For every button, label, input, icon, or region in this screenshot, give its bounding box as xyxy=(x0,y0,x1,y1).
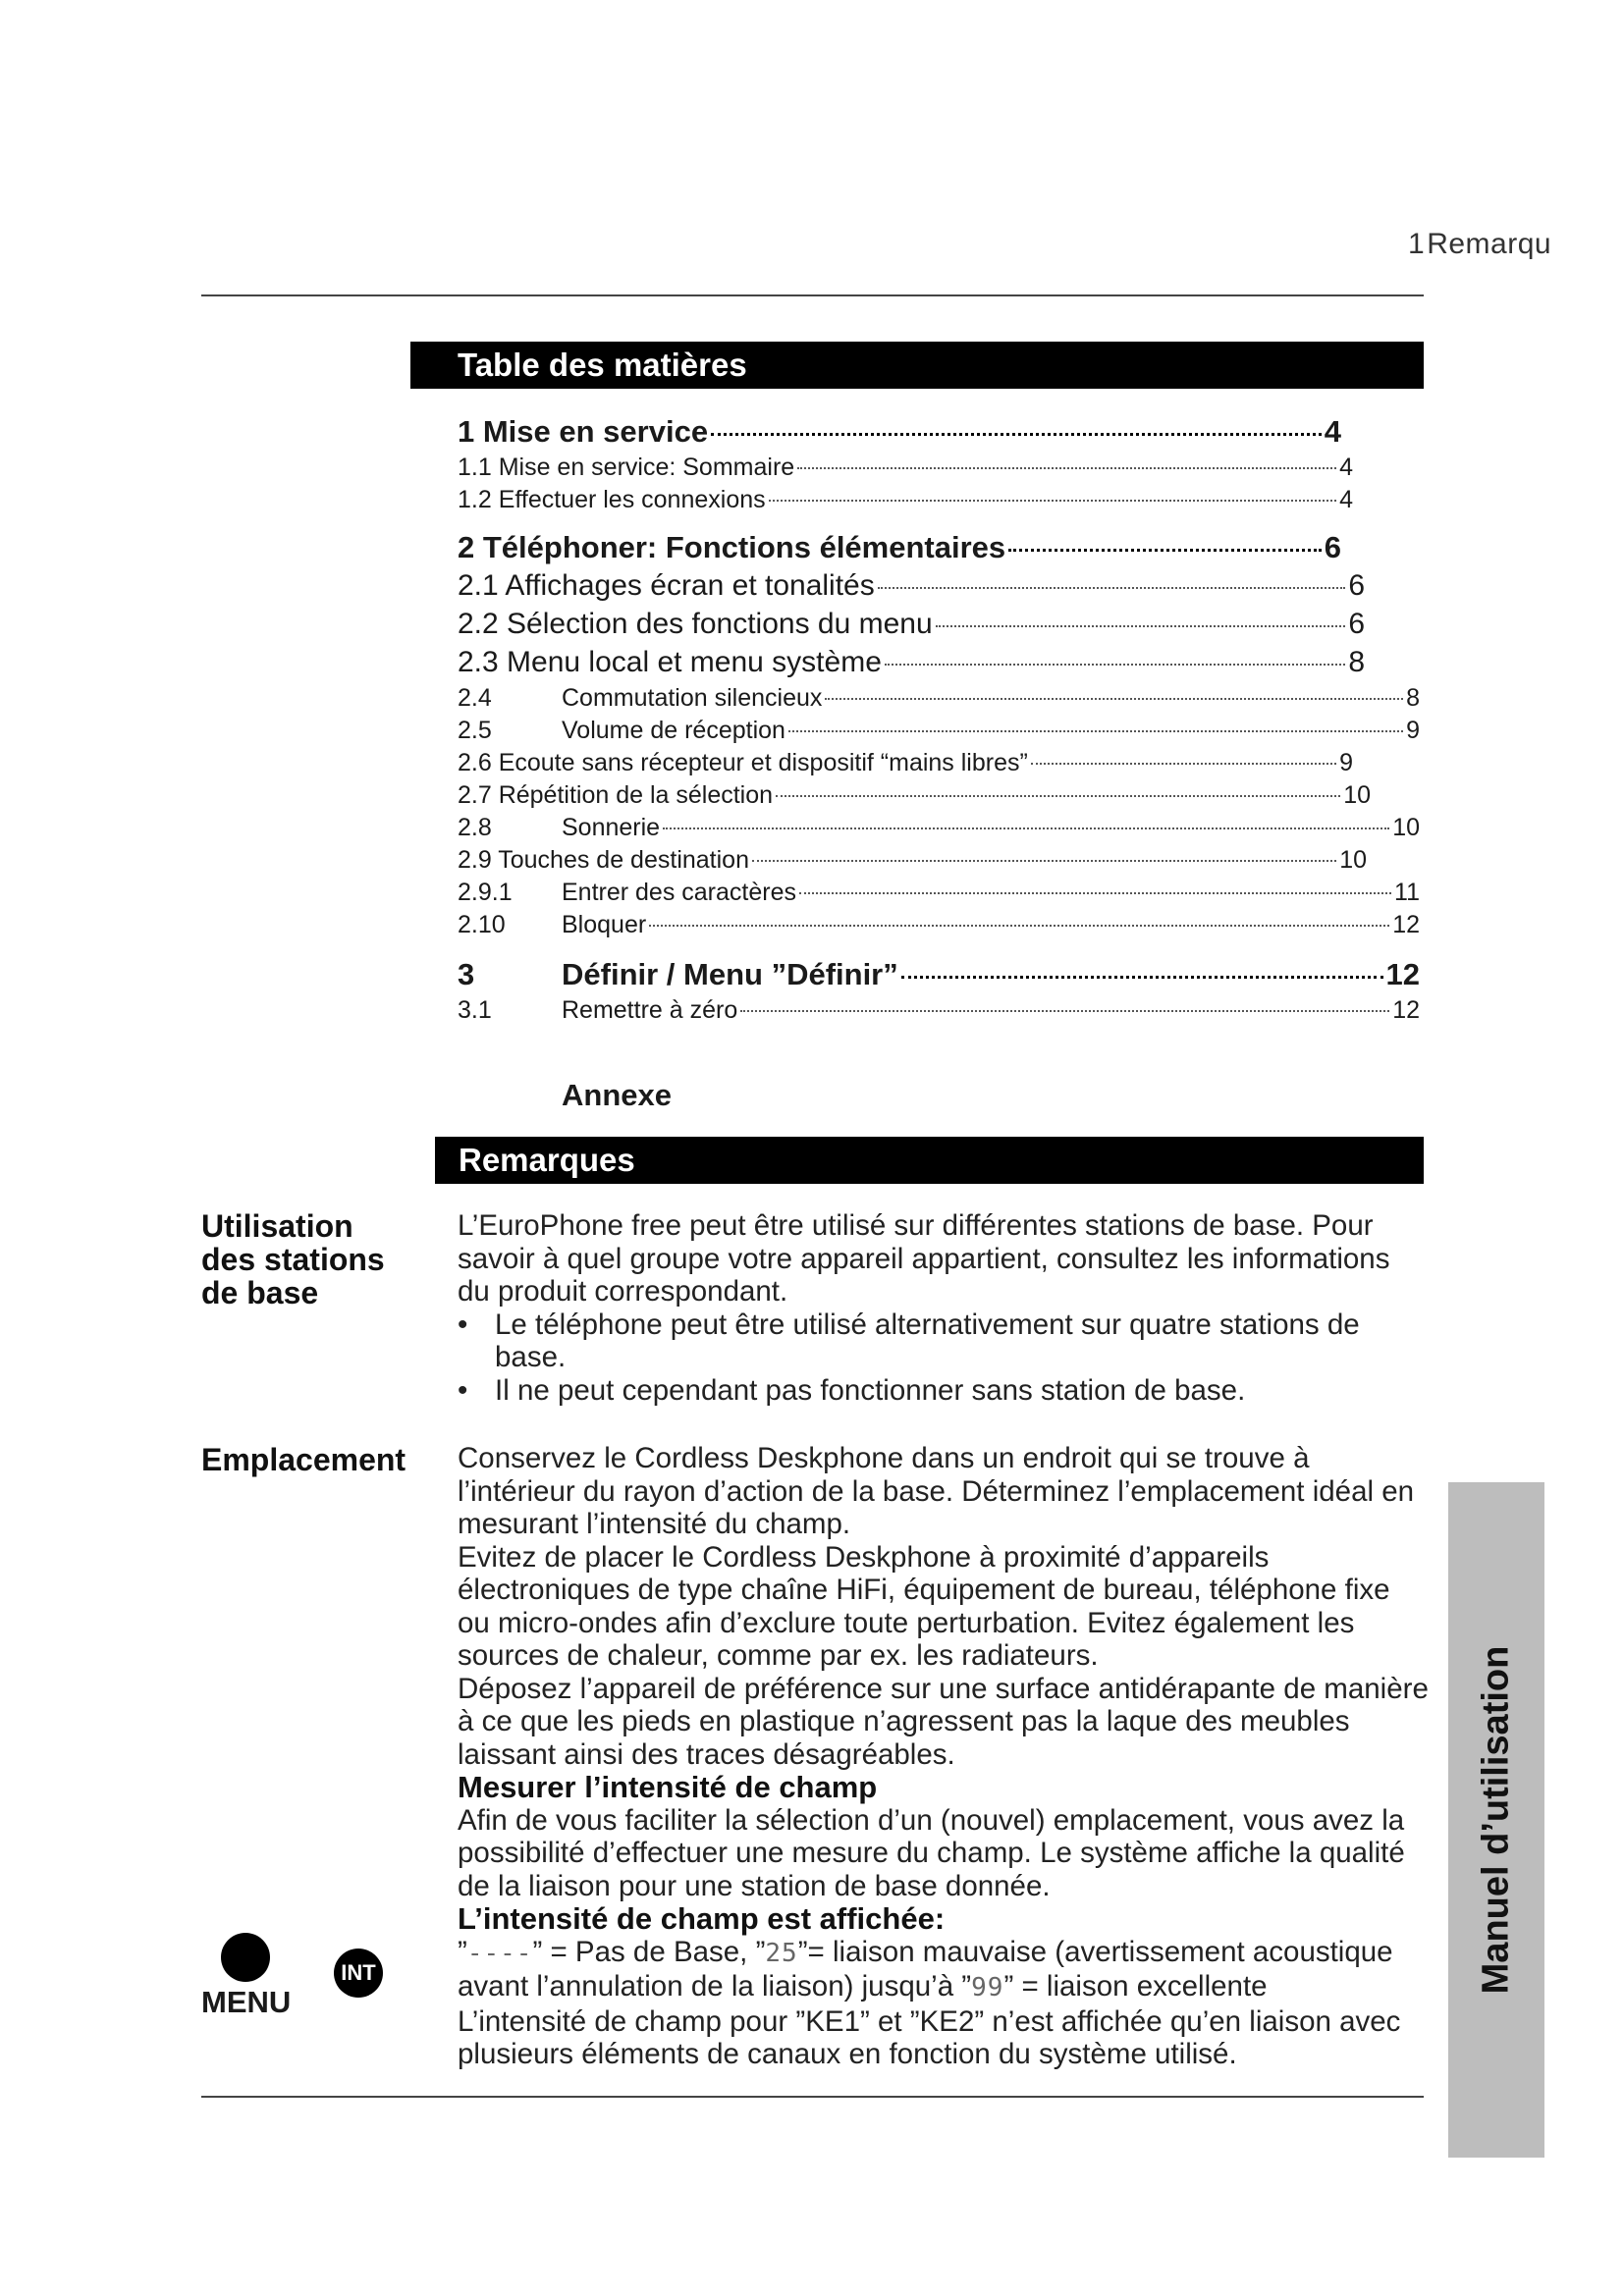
emplacement-p1: Conservez le Cordless Deskphone dans un endroit qui se trouve à l’intérieur du rayon d’action de la base. Déterminez l’emplacement idéal en mesurant l’intensité du champ. xyxy=(458,1442,1415,1540)
toc-entry[interactable] xyxy=(458,646,1365,684)
table-of-contents xyxy=(458,414,1420,1029)
toc-title: 2.1 Affichages écran et tonalités xyxy=(458,569,875,602)
toc-title: Volume de réception xyxy=(562,717,785,744)
stations-bullet: • Il ne peut cependant pas fonctionner sans station de base. xyxy=(458,1374,1420,1408)
toc-number: 2.5 xyxy=(458,717,492,744)
toc-entry[interactable] xyxy=(458,454,1353,486)
toc-page: 6 xyxy=(1348,569,1365,602)
toc-number: 2.4 xyxy=(458,684,492,712)
toc-number: 2.10 xyxy=(458,911,506,938)
toc-title: 1.2 Effectuer les connexions xyxy=(458,486,766,513)
toc-entry[interactable] xyxy=(458,684,1420,717)
emplacement-text xyxy=(458,1442,1430,2071)
toc-number: 3.1 xyxy=(458,996,492,1024)
emplacement-p5: L’intensité de champ pour ”KE1” et ”KE2” n’est affichée qu’en liaison avec plusieurs éléments de canaux en fonction du système utilisé. xyxy=(458,2004,1401,2070)
toc-title: Sonnerie xyxy=(562,814,661,841)
toc-entry[interactable] xyxy=(458,486,1353,518)
toc-title: 2.6 Ecoute sans récepteur et dispositif “mains libres” xyxy=(458,749,1028,776)
toc-entry[interactable] xyxy=(458,996,1420,1029)
toc-heading: Table des matières xyxy=(458,347,747,383)
toc-page: 9 xyxy=(1339,749,1353,776)
stations-intro: L’EuroPhone free peut être utilisé sur différentes stations de base. Pour savoir à quel groupe votre appareil appartient, consultez les informations du produit correspondant. xyxy=(458,1209,1390,1308)
emplacement-p2: Evitez de placer le Cordless Deskphone à proximité d’appareils électroniques de type chaîne HiFi, équipement de bureau, téléphone fixe ou micro-ondes afin d’exclure toute perturbation. Evitez également les sources de chaleur, comme par ex. les radiateurs. xyxy=(458,1540,1390,1672)
legend-text: ”= liaison mauvaise (avertissement acoustique avant l’annulation de la liaison) jusqu’à ” xyxy=(458,1935,1393,2002)
remarques-heading-bar xyxy=(435,1137,1424,1184)
toc-entry[interactable] xyxy=(458,846,1367,879)
stations-text xyxy=(458,1209,1420,1407)
toc-page: 8 xyxy=(1348,646,1365,678)
running-header xyxy=(1408,228,1551,261)
bottom-rule xyxy=(201,2096,1424,2098)
quote-mark: ” xyxy=(458,1935,467,1968)
stations-bullet: • Le téléphone peut être utilisé alternativement sur quatre stations de base. xyxy=(458,1308,1420,1374)
int-key-icon xyxy=(334,1949,383,1998)
toc-title: Définir / Menu ”Définir” xyxy=(562,957,898,991)
toc-title: 2.3 Menu local et menu système xyxy=(458,646,882,678)
toc-page: 12 xyxy=(1385,957,1420,991)
toc-entry[interactable] xyxy=(458,414,1341,454)
toc-entry[interactable] xyxy=(458,717,1420,749)
display-high: 99 xyxy=(971,1973,1004,2002)
toc-page: 12 xyxy=(1392,911,1420,938)
label-stations xyxy=(201,1209,385,1309)
section-title: Remarqu xyxy=(1427,228,1552,260)
page-number: 1 xyxy=(1408,228,1426,260)
toc-title: Remettre à zéro xyxy=(562,996,738,1024)
subheading-intensite: L’intensité de champ est affichée: xyxy=(458,1901,946,1936)
toc-page: 10 xyxy=(1339,846,1367,874)
remarques-heading: Remarques xyxy=(459,1142,635,1178)
toc-page: 6 xyxy=(1324,530,1341,564)
legend-text: ” = liaison excellente xyxy=(1003,1970,1268,2002)
side-tab-label: Manuel d’utilisation xyxy=(1475,1645,1517,1995)
toc-number: 2.9.1 xyxy=(458,879,513,906)
toc-title: Bloquer xyxy=(562,911,647,938)
quote-mark: ” xyxy=(532,1935,543,1968)
toc-entry[interactable] xyxy=(458,749,1353,781)
toc-entry[interactable] xyxy=(458,911,1420,943)
toc-title: Commutation silencieux xyxy=(562,684,823,712)
label-line: Utilisation xyxy=(201,1208,353,1244)
label-line: de base xyxy=(201,1275,319,1310)
toc-page: 4 xyxy=(1339,486,1353,513)
toc-page: 9 xyxy=(1406,717,1420,744)
display-no-base: ---- xyxy=(466,1938,533,1968)
toc-entry[interactable] xyxy=(458,781,1371,814)
toc-title: 2.9 Touches de destination xyxy=(458,846,749,874)
toc-page: 11 xyxy=(1394,879,1420,906)
legend-text: = Pas de Base, ” xyxy=(542,1935,766,1968)
toc-title: 2.2 Sélection des fonctions du menu xyxy=(458,608,933,640)
label-line: des stations xyxy=(201,1242,385,1277)
toc-title: 1 Mise en service xyxy=(458,414,709,449)
toc-page: 8 xyxy=(1406,684,1420,712)
toc-page: 6 xyxy=(1348,608,1365,640)
emplacement-p4: Afin de vous faciliter la sélection d’un (nouvel) emplacement, vous avez la possibilité d’effectuer une mesure du champ. Le système affiche la qualité de la liaison pour une station de base donnée. xyxy=(458,1803,1405,1902)
toc-title: 1.1 Mise en service: Sommaire xyxy=(458,454,795,481)
menu-key-icon xyxy=(221,1933,270,1982)
toc-annexe[interactable]: Annexe xyxy=(562,1078,672,1112)
toc-entry[interactable] xyxy=(458,879,1420,911)
toc-title: 2.7 Répétition de la sélection xyxy=(458,781,774,809)
toc-title: Entrer des caractères xyxy=(562,879,796,906)
field-strength-legend xyxy=(458,1936,1430,2005)
label-emplacement: Emplacement xyxy=(201,1442,406,1477)
menu-key-label: MENU xyxy=(201,1985,292,2019)
toc-entry[interactable] xyxy=(458,608,1365,646)
toc-title: 2 Téléphoner: Fonctions élémentaires xyxy=(458,530,1006,564)
toc-page: 12 xyxy=(1392,996,1420,1024)
subheading-mesurer: Mesurer l’intensité de champ xyxy=(458,1770,878,1804)
toc-page: 4 xyxy=(1339,454,1353,481)
toc-page: 4 xyxy=(1324,414,1341,449)
top-rule xyxy=(201,294,1424,296)
side-tab xyxy=(1448,1482,1544,2158)
toc-heading-bar xyxy=(410,342,1424,389)
display-low: 25 xyxy=(765,1938,798,1968)
int-key-label: INT xyxy=(341,1960,376,1985)
toc-number: 3 xyxy=(458,957,475,991)
toc-page: 10 xyxy=(1392,814,1420,841)
toc-entry[interactable] xyxy=(458,814,1420,846)
toc-page: 10 xyxy=(1343,781,1371,809)
toc-entry[interactable] xyxy=(458,957,1420,996)
emplacement-p3: Déposez l’appareil de préférence sur une surface antidérapante de manière à ce que les pieds en plastique n’agressent pas la laque des meubles laissant ainsi des traces désagréables. xyxy=(458,1672,1429,1771)
toc-entry[interactable] xyxy=(458,569,1365,608)
toc-entry[interactable] xyxy=(458,530,1341,569)
toc-number: 2.8 xyxy=(458,814,492,841)
